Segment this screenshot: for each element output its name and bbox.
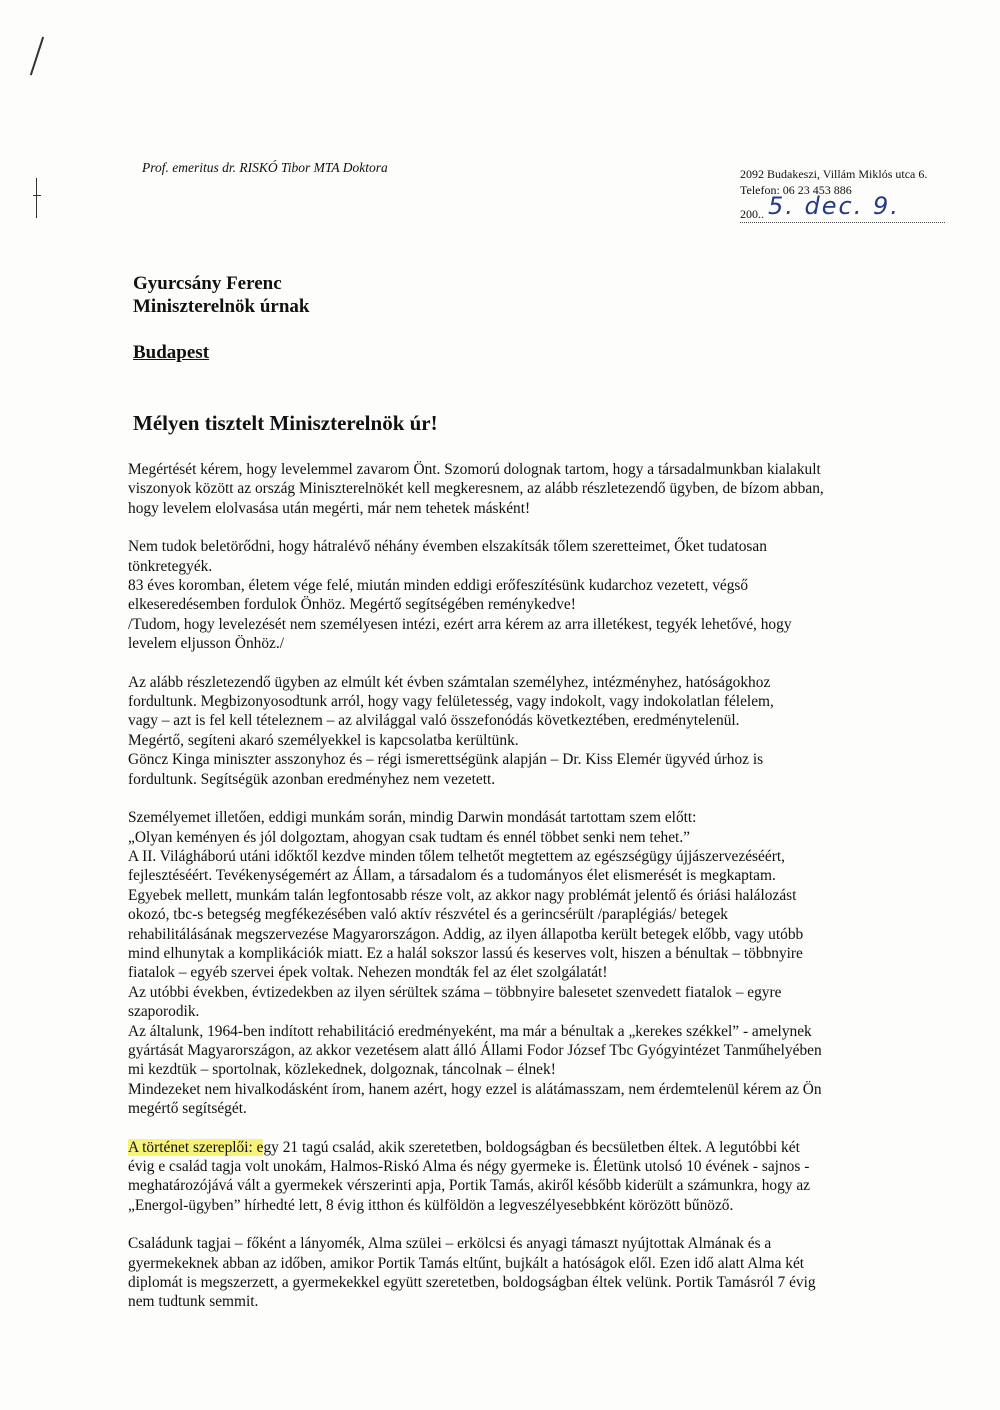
text-line: gyermekeknek abban az időben, amikor Portik Tamás eltűnt, bujkált a hatóságok elől. Ezen idő alatt Alma két [128, 1254, 805, 1272]
text-line: nem tudtunk semmit. [128, 1293, 259, 1311]
paragraph [128, 673, 958, 789]
text-line: szaporodik. [128, 1003, 200, 1021]
recipient-name: Gyurcsány Ferenc [133, 273, 282, 294]
salutation: Mélyen tisztelt Miniszterelnök úr! [133, 411, 438, 435]
text-line: Göncz Kinga miniszter asszonyhoz és – régi ismerettségünk alapján – Dr. Kiss Elemér ügyvéd úrhoz is [128, 751, 764, 769]
recipient-city: Budapest [133, 342, 210, 363]
text-line: megértő segítségét. [128, 1100, 247, 1118]
date-prefix: 200.. [740, 207, 764, 221]
text-line: mind elhunytak a komplikációk miatt. Ez a halál sokszor lassú és keserves volt, hiszen a bénultak – többnyire [128, 944, 803, 962]
text-line: fordultunk. Megbizonyosodtunk arról, hogy vagy felületesség, vagy indokolt, vagy indokolatlan félelem, [128, 693, 774, 711]
recipient-block [133, 272, 309, 318]
paragraph [128, 1234, 958, 1312]
text-line: tönkretegyék. [128, 557, 213, 575]
text-line: Az általunk, 1964-ben indított rehabilitáció eredményeként, ma már a bénultak a „kerekes székkel” - amelynek [128, 1022, 812, 1040]
text-line: Mindezeket nem hivalkodásként írom, hanem azért, hogy ezzel is alátámasszam, nem érdemtelenül kérem az Ön [128, 1080, 822, 1098]
letter-body [128, 460, 958, 1331]
text-line: A II. Világháború utáni időktől kezdve minden tőlem telhetőt megtettem az egészségügy újjászervezéséért, [128, 847, 785, 865]
text-line: „Olyan keményen és jól dolgoztam, ahogyan csak tudtam és ennél többet senki nem tehet.” [128, 828, 691, 846]
text-line: /Tudom, hogy levelezését nem személyesen intézi, ezért arra kérem az arra illetékest, tegyék lehetővé, hogy [128, 615, 792, 633]
text-line: fordultunk. Segítségük azonban eredményhez nem vezetett. [128, 770, 496, 788]
text-line: rehabilitálásának megszervezése Magyarországon. Addig, az ilyen állapotba került betegek előbb, vagy utóbb [128, 925, 804, 943]
text-line: 83 éves koromban, életem vége felé, miután minden eddigi erőfeszítésünk kudarchoz vezetett, végső [128, 577, 749, 595]
text-line: okozó, tbc-s betegség megfékezésében való aktív részvétel és a gerincsérült /paraplégiás/ betegek [128, 906, 728, 924]
text-line: „Energol-ügyben” hírhedté lett, 8 évig itthon és külföldön a legveszélyesebbként körözött bűnöző. [128, 1196, 734, 1214]
text-line: vagy – azt is fel kell tételeznem – az alvilággal való összefonódás következtében, eredménytelenül. [128, 712, 740, 730]
text-line: levelem eljusson Önhöz./ [128, 635, 285, 653]
text-line: viszonyok között az ország Miniszterelnökét kell megkeresnem, az alább részletezendő ügyben, de bízom abban, [128, 480, 824, 498]
handwritten-date: 5. dec. 9. [768, 192, 900, 220]
sender-name: Prof. emeritus dr. RISKÓ Tibor MTA Doktora [142, 160, 388, 175]
scan-edge-mark [36, 178, 37, 218]
text-line: elkeseredésemben fordulok Önhöz. Megértő segítségében reménykedve! [128, 596, 576, 614]
text-line: Családunk tagjai – főként a lányomék, Alma szülei – erkölcsi és anyagi támaszt nyújtottak Almának és a [128, 1235, 772, 1253]
text-line: diplomát is megszerzett, a gyermekekkel együtt szeretetben, boldogságban éltek velünk. Portik Tamásról 7 évig [128, 1274, 816, 1292]
text-line: fejlesztéséért. Tevékenységemért az Állam, a társadalom és a tudományos élet elismerését is megkaptam. [128, 867, 776, 885]
text-line: Az alább részletezendő ügyben az elmúlt két évben számtalan személyhez, intézményhez, hatóságokhoz [128, 673, 771, 691]
paragraph [128, 1138, 958, 1216]
highlighted-text: A történet szereplői: e [128, 1138, 264, 1156]
scan-edge-mark [30, 37, 44, 76]
paragraph [128, 808, 958, 1119]
text-line: gyártását Magyarországon, az akkor vezetésem alatt álló Állami Fodor József Tbc Gyógyintézet Tanműhelyében [128, 1041, 822, 1059]
text-line: Az utóbbi években, évtizedekben az ilyen sérültek száma – többnyire balesetet szenvedett fiatalok – egyre [128, 983, 782, 1001]
text-line: meghatározójává vált a gyermekek vérszerinti apja, Portik Tamás, akiről később kiderült a számunkra, hogy az [128, 1177, 810, 1195]
text-line: Nem tudok beletörődni, hogy hátralévő néhány évemben elszakítsák tőlem szeretteimet, Őket tudatosan [128, 538, 767, 556]
paragraph [128, 460, 958, 518]
text-line: fiatalok – egyéb szervei épek voltak. Nehezen mondták fel az élet szolgálatát! [128, 964, 608, 982]
scan-edge-mark [33, 195, 41, 196]
recipient-title: Miniszterelnök úrnak [133, 296, 310, 317]
date-field [740, 192, 945, 223]
text-line: A történet szereplői: egy 21 tagú család, akik szeretetben, boldogságban és becsületben éltek. A legutóbbi két [128, 1138, 800, 1156]
text-line: Egyebek mellett, munkám talán legfontosabb része volt, az akkor nagy problémát jelentő és óriási halálozást [128, 886, 797, 904]
text-line: Megértését kérem, hogy levelemmel zavarom Önt. Szomorú dolognak tartom, hogy a társadalmunkban kialakult [128, 461, 821, 478]
phone-line: Telefon: 06 23 453 886 [740, 183, 852, 197]
text-line: évig e család tagja volt unokám, Halmos-Riskó Alma és négy gyermeke is. Életünk utolsó 10 évének - sajnos - [128, 1158, 810, 1175]
paragraph [128, 537, 958, 653]
text-line: mi kezdtük – sportolnak, közlekednek, dolgoznak, táncolnak – élnek! [128, 1061, 556, 1079]
address-line: 2092 Budakeszi, Villám Miklós utca 6. [740, 167, 928, 181]
text-line: Megértő, segíteni akaró személyekkel is kapcsolatba kerültünk. [128, 731, 519, 749]
text-line: hogy levelem elolvasása után megérti, már nem tehetek másként! [128, 499, 531, 517]
text-line: Személyemet illetően, eddigi munkám során, mindig Darwin mondását tartottam szem előtt: [128, 809, 697, 827]
